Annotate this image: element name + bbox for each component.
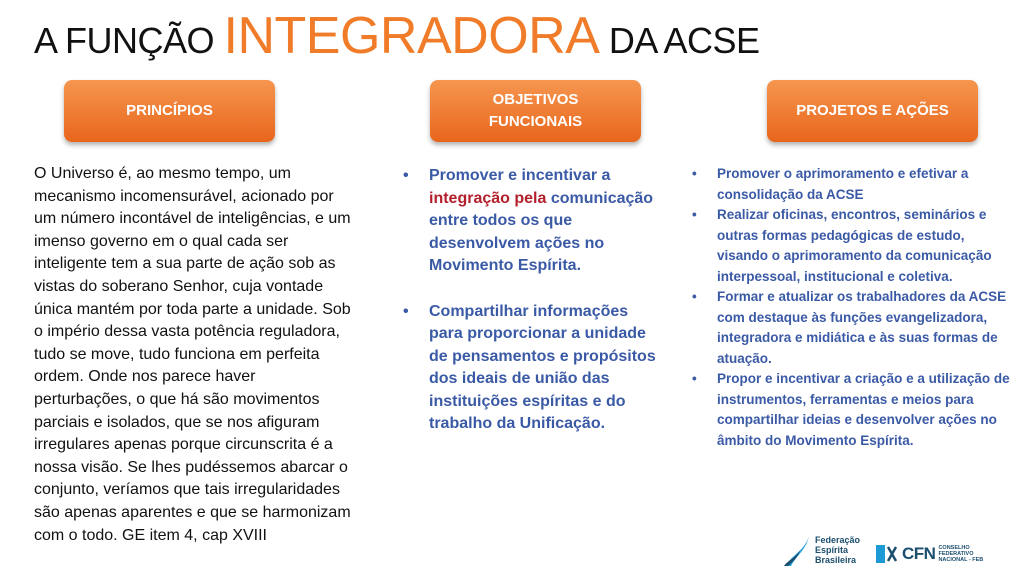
cfn-sub-line2: FEDERATIVO [938, 551, 974, 557]
objetivo-2-text: Compartilhar informações para proporcionar a unidade de pensamentos e propósitos dos ideais de união das instituições espíritas e do trabalho da Unificação. [429, 302, 656, 432]
objetivos-list [403, 165, 663, 459]
title-part-1: A FUNÇÃO [34, 20, 224, 61]
cfn-sub-line3: NACIONAL - FEB [938, 557, 984, 563]
projeto-item [690, 287, 1010, 369]
objetivo-1-highlight: integração pela [429, 189, 547, 207]
feb-name-line3: Brasileira [815, 555, 857, 565]
projeto-2-text: Realizar oficinas, encontros, seminários e outras formas pedagógicas de estudo, visando o aprimoramento da comunicação interpessoal, institucional e coletiva. [717, 207, 992, 284]
projeto-item [690, 369, 1010, 451]
bullet-icon: • [692, 289, 697, 304]
page-title [34, 6, 759, 66]
projeto-4-text: Propor e incentivar a criação e a utilização de instrumentos, ferramentas e meios para compartilhar ideias e desenvolver ações no âmbito do Movimento Espírita. [717, 371, 1010, 448]
header-principios [64, 80, 275, 142]
header-principios-label: PRINCÍPIOS [126, 102, 213, 119]
objetivo-item [403, 301, 663, 436]
projeto-3-text: Formar e atualizar os trabalhadores da ACSE com destaque às funções evangelizadora, integradora e midiática e às suas formas de atuação. [717, 289, 1007, 366]
bullet-icon: • [692, 207, 697, 222]
bullet-icon: • [692, 371, 697, 386]
cfn-name: CFN [902, 544, 936, 563]
projeto-item [690, 164, 1010, 205]
header-projetos [767, 80, 978, 142]
title-highlight: INTEGRADORA [223, 7, 600, 65]
feb-emblem-icon [782, 532, 812, 568]
bullet-icon: • [403, 167, 409, 184]
cfn-subtitle [938, 545, 983, 563]
feb-logo [782, 532, 860, 568]
header-objetivos-line1: OBJETIVOS [492, 91, 579, 108]
feb-name-line1: Federação [815, 535, 861, 545]
principle-text: O Universo é, ao mesmo tempo, um mecanismo incomensurável, acionado por um número incontável de inteligências, e um imenso governo em o qual cada ser inteligente tem a sua parte de ação sob as vistas do soberano Senhor, cuja vontade única mantém por toda parte a unidade. Sob o império dessa vasta potência reguladora, tudo se move, tudo funciona em perfeita ordem. Onde nos parece haver perturbações, o que há são movimentos parciais e isolados, que se nos afiguram irregulares apenas porque circunscrita é a nossa visão. Se lhes pudéssemos abarcar o conjunto, veríamos que tais irregularidades são apenas aparentes e que se harmonizam com o todo. GE item 4, cap XVIII [34, 165, 351, 544]
feb-name [815, 535, 860, 565]
bullet-icon: • [692, 166, 697, 181]
objetivo-1-post: comunicação entre todos os que desenvolvem ações no Movimento Espírita. [429, 189, 654, 274]
cfn-logo [876, 544, 983, 564]
header-objetivos-line2: FUNCIONAIS [488, 113, 583, 130]
cfn-sub-line1: CONSELHO [938, 545, 970, 551]
cfn-emblem-icon [876, 545, 898, 563]
feb-name-line2: Espírita [815, 545, 849, 555]
bullet-icon: • [403, 302, 409, 320]
objetivo-1-pre: Promover e incentivar a [429, 167, 611, 184]
header-objetivos [430, 80, 641, 142]
header-projetos-label: PROJETOS E AÇÕES [796, 102, 949, 119]
projeto-1-text: Promover o aprimoramento e efetivar a consolidação da ACSE [717, 166, 969, 202]
projeto-item [690, 205, 1010, 287]
projetos-list [690, 164, 1010, 451]
title-part-3: DA ACSE [599, 20, 760, 61]
objetivo-item [403, 165, 663, 278]
